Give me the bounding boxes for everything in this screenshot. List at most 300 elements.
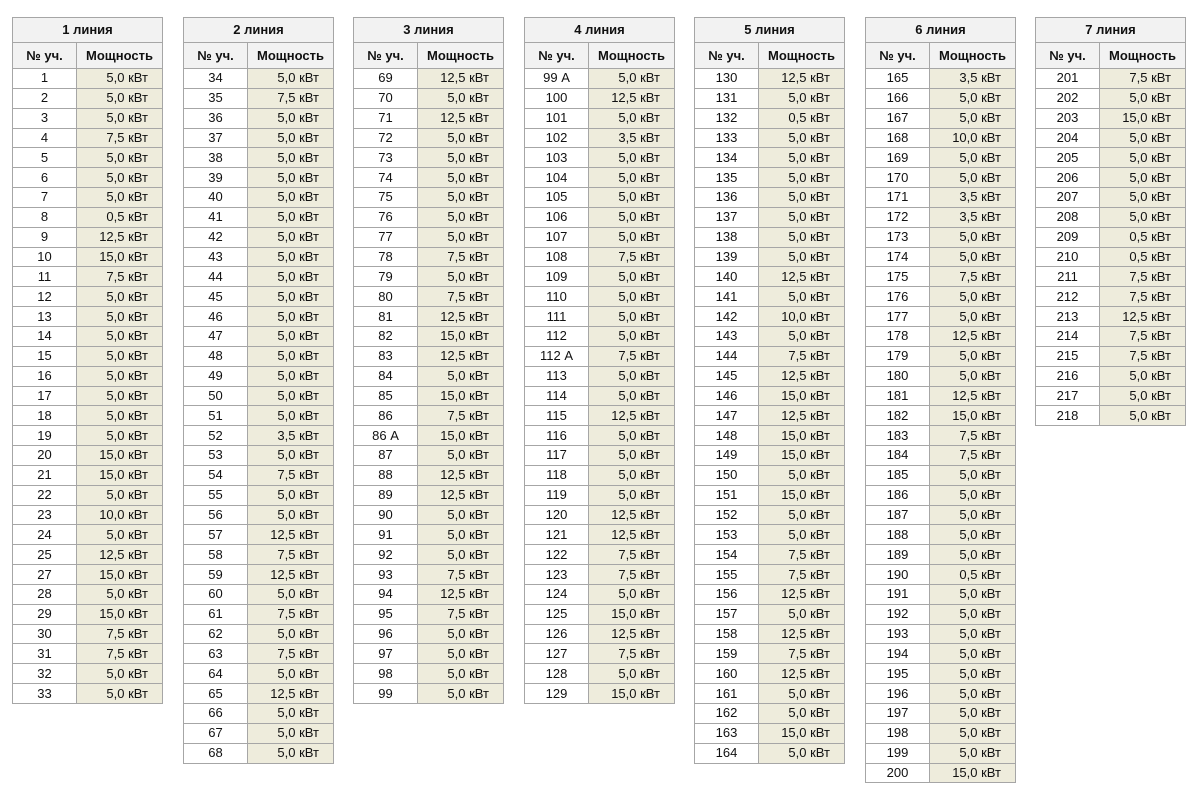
power-cell: 5,0 кВт xyxy=(77,525,163,545)
plot-number-cell: 147 xyxy=(695,406,759,426)
power-cell: 5,0 кВт xyxy=(418,88,504,108)
plot-number-cell: 206 xyxy=(1036,168,1100,188)
power-cell: 5,0 кВт xyxy=(930,287,1016,307)
table-row xyxy=(184,624,334,644)
table-row xyxy=(866,287,1016,307)
plot-number-cell: 132 xyxy=(695,108,759,128)
table-row xyxy=(184,485,334,505)
power-cell: 5,0 кВт xyxy=(248,386,334,406)
table-row xyxy=(184,128,334,148)
table-row xyxy=(866,465,1016,485)
power-cell: 5,0 кВт xyxy=(930,604,1016,624)
table-row xyxy=(525,88,675,108)
plot-number-cell: 138 xyxy=(695,227,759,247)
table-row xyxy=(13,386,163,406)
power-cell: 7,5 кВт xyxy=(248,604,334,624)
plot-number-cell: 47 xyxy=(184,326,248,346)
power-cell: 12,5 кВт xyxy=(759,406,845,426)
table-row xyxy=(13,465,163,485)
plot-number-cell: 142 xyxy=(695,307,759,327)
plot-number-cell: 52 xyxy=(184,426,248,446)
plot-number-cell: 129 xyxy=(525,684,589,704)
table-row xyxy=(695,188,845,208)
power-cell: 5,0 кВт xyxy=(418,525,504,545)
plot-number-cell: 118 xyxy=(525,465,589,485)
power-cell: 12,5 кВт xyxy=(759,267,845,287)
plot-number-cell: 111 xyxy=(525,307,589,327)
power-cell: 5,0 кВт xyxy=(759,287,845,307)
power-cell: 5,0 кВт xyxy=(930,584,1016,604)
plot-number-cell: 199 xyxy=(866,743,930,763)
power-cell: 15,0 кВт xyxy=(77,465,163,485)
power-cell: 5,0 кВт xyxy=(930,624,1016,644)
table-row xyxy=(1036,128,1186,148)
plot-number-cell: 42 xyxy=(184,227,248,247)
table-row xyxy=(695,743,845,763)
power-cell: 7,5 кВт xyxy=(248,465,334,485)
power-cell: 7,5 кВт xyxy=(589,545,675,565)
plot-number-cell: 86 xyxy=(354,406,418,426)
plot-number-cell: 49 xyxy=(184,366,248,386)
table-row xyxy=(695,406,845,426)
table-row xyxy=(184,326,334,346)
plot-number-cell: 171 xyxy=(866,188,930,208)
plot-number-cell: 193 xyxy=(866,624,930,644)
power-cell: 7,5 кВт xyxy=(77,644,163,664)
plot-number-cell: 214 xyxy=(1036,326,1100,346)
plot-number-cell: 149 xyxy=(695,446,759,466)
power-cell: 7,5 кВт xyxy=(77,624,163,644)
power-cell: 7,5 кВт xyxy=(1100,287,1186,307)
power-cell: 5,0 кВт xyxy=(418,644,504,664)
power-cell: 5,0 кВт xyxy=(930,644,1016,664)
plot-number-cell: 65 xyxy=(184,684,248,704)
power-cell: 5,0 кВт xyxy=(248,366,334,386)
plot-number-cell: 64 xyxy=(184,664,248,684)
plot-number-cell: 190 xyxy=(866,565,930,585)
power-cell: 5,0 кВт xyxy=(1100,207,1186,227)
power-cell: 5,0 кВт xyxy=(930,465,1016,485)
plot-number-cell: 207 xyxy=(1036,188,1100,208)
power-cell: 5,0 кВт xyxy=(930,743,1016,763)
table-row xyxy=(525,108,675,128)
plot-number-cell: 23 xyxy=(13,505,77,525)
power-cell: 5,0 кВт xyxy=(1100,168,1186,188)
plot-number-cell: 101 xyxy=(525,108,589,128)
line-table-3 xyxy=(353,17,504,704)
power-cell: 5,0 кВт xyxy=(418,168,504,188)
power-cell: 5,0 кВт xyxy=(589,664,675,684)
table-row xyxy=(695,644,845,664)
table-row xyxy=(695,366,845,386)
plot-number-cell: 17 xyxy=(13,386,77,406)
power-cell: 5,0 кВт xyxy=(77,406,163,426)
column-header-power: Мощность xyxy=(930,43,1016,69)
plot-number-cell: 210 xyxy=(1036,247,1100,267)
table-row xyxy=(1036,69,1186,89)
power-cell: 5,0 кВт xyxy=(930,664,1016,684)
table-row xyxy=(525,644,675,664)
power-cell: 5,0 кВт xyxy=(248,188,334,208)
plot-number-cell: 15 xyxy=(13,346,77,366)
plot-number-cell: 54 xyxy=(184,465,248,485)
table-row xyxy=(695,426,845,446)
table-row xyxy=(695,227,845,247)
plot-number-cell: 32 xyxy=(13,664,77,684)
power-cell: 5,0 кВт xyxy=(77,485,163,505)
plot-number-cell: 31 xyxy=(13,644,77,664)
table-row xyxy=(184,227,334,247)
table-row xyxy=(1036,287,1186,307)
power-cell: 5,0 кВт xyxy=(248,664,334,684)
plot-number-cell: 136 xyxy=(695,188,759,208)
power-cell: 7,5 кВт xyxy=(418,604,504,624)
table-row xyxy=(1036,247,1186,267)
plot-number-cell: 70 xyxy=(354,88,418,108)
plot-number-cell: 125 xyxy=(525,604,589,624)
plot-number-cell: 94 xyxy=(354,584,418,604)
power-cell: 12,5 кВт xyxy=(248,565,334,585)
power-cell: 5,0 кВт xyxy=(418,505,504,525)
table-row xyxy=(866,704,1016,724)
column-header-power: Мощность xyxy=(418,43,504,69)
plot-number-cell: 143 xyxy=(695,326,759,346)
power-cell: 12,5 кВт xyxy=(418,584,504,604)
table-row xyxy=(1036,227,1186,247)
power-cell: 5,0 кВт xyxy=(77,664,163,684)
table-row xyxy=(184,88,334,108)
power-cell: 5,0 кВт xyxy=(759,704,845,724)
table-row xyxy=(1036,326,1186,346)
power-cell: 5,0 кВт xyxy=(248,723,334,743)
table-row xyxy=(525,168,675,188)
power-cell: 12,5 кВт xyxy=(418,346,504,366)
power-cell: 12,5 кВт xyxy=(418,485,504,505)
table-row xyxy=(354,604,504,624)
plot-number-cell: 202 xyxy=(1036,88,1100,108)
table-row xyxy=(866,624,1016,644)
plot-number-cell: 134 xyxy=(695,148,759,168)
power-cell: 12,5 кВт xyxy=(759,664,845,684)
table-row xyxy=(184,644,334,664)
plot-number-cell: 169 xyxy=(866,148,930,168)
power-cell: 12,5 кВт xyxy=(759,69,845,89)
plot-number-cell: 174 xyxy=(866,247,930,267)
power-cell: 15,0 кВт xyxy=(418,426,504,446)
power-cell: 7,5 кВт xyxy=(1100,69,1186,89)
plot-number-cell: 67 xyxy=(184,723,248,743)
power-cell: 12,5 кВт xyxy=(759,584,845,604)
table-row xyxy=(695,346,845,366)
table-row xyxy=(13,267,163,287)
plot-number-cell: 198 xyxy=(866,723,930,743)
power-cell: 5,0 кВт xyxy=(248,346,334,366)
plot-number-cell: 21 xyxy=(13,465,77,485)
power-cell: 12,5 кВт xyxy=(248,525,334,545)
line-title: 3 линия xyxy=(354,18,504,43)
plot-number-cell: 110 xyxy=(525,287,589,307)
table-row xyxy=(13,366,163,386)
plot-number-cell: 99 xyxy=(354,684,418,704)
plot-number-cell: 78 xyxy=(354,247,418,267)
table-row xyxy=(13,485,163,505)
table-row xyxy=(1036,366,1186,386)
table-row xyxy=(695,723,845,743)
power-cell: 10,0 кВт xyxy=(930,128,1016,148)
plot-number-cell: 152 xyxy=(695,505,759,525)
line-table-6 xyxy=(865,17,1016,783)
table-row xyxy=(184,545,334,565)
table-row xyxy=(13,644,163,664)
table-row xyxy=(525,386,675,406)
table-row xyxy=(525,624,675,644)
power-cell: 5,0 кВт xyxy=(930,545,1016,565)
plot-number-cell: 108 xyxy=(525,247,589,267)
line-table-7 xyxy=(1035,17,1186,426)
plot-number-cell: 124 xyxy=(525,584,589,604)
power-cell: 7,5 кВт xyxy=(418,565,504,585)
table-row xyxy=(525,465,675,485)
table-row xyxy=(354,525,504,545)
line-title: 4 линия xyxy=(525,18,675,43)
power-cell: 5,0 кВт xyxy=(248,227,334,247)
column-header-power: Мощность xyxy=(77,43,163,69)
plot-number-cell: 56 xyxy=(184,505,248,525)
power-cell: 15,0 кВт xyxy=(77,604,163,624)
table-row xyxy=(13,227,163,247)
power-cell: 5,0 кВт xyxy=(759,148,845,168)
plot-number-cell: 8 xyxy=(13,207,77,227)
power-cell: 5,0 кВт xyxy=(759,188,845,208)
plot-number-cell: 27 xyxy=(13,565,77,585)
power-cell: 5,0 кВт xyxy=(589,485,675,505)
plot-number-cell: 88 xyxy=(354,465,418,485)
plot-number-cell: 146 xyxy=(695,386,759,406)
power-cell: 7,5 кВт xyxy=(248,644,334,664)
plot-number-cell: 89 xyxy=(354,485,418,505)
table-row xyxy=(525,426,675,446)
plot-number-cell: 4 xyxy=(13,128,77,148)
table-row xyxy=(525,505,675,525)
plot-number-cell: 191 xyxy=(866,584,930,604)
plot-number-cell: 90 xyxy=(354,505,418,525)
table-row xyxy=(866,326,1016,346)
power-cell: 5,0 кВт xyxy=(248,624,334,644)
plot-number-cell: 182 xyxy=(866,406,930,426)
power-cell: 15,0 кВт xyxy=(418,386,504,406)
table-row xyxy=(1036,108,1186,128)
power-cell: 7,5 кВт xyxy=(759,545,845,565)
table-row xyxy=(184,446,334,466)
power-cell: 12,5 кВт xyxy=(1100,307,1186,327)
table-row xyxy=(525,664,675,684)
power-cell: 5,0 кВт xyxy=(930,346,1016,366)
plot-number-cell: 30 xyxy=(13,624,77,644)
power-cell: 7,5 кВт xyxy=(930,446,1016,466)
power-cell: 5,0 кВт xyxy=(418,227,504,247)
power-cell: 5,0 кВт xyxy=(759,128,845,148)
plot-number-cell: 216 xyxy=(1036,366,1100,386)
plot-number-cell: 95 xyxy=(354,604,418,624)
power-cell: 5,0 кВт xyxy=(759,88,845,108)
power-cell: 5,0 кВт xyxy=(418,545,504,565)
table-row xyxy=(354,366,504,386)
table-row xyxy=(866,346,1016,366)
power-cell: 5,0 кВт xyxy=(77,386,163,406)
plot-number-cell: 62 xyxy=(184,624,248,644)
power-cell: 12,5 кВт xyxy=(248,684,334,704)
power-cell: 5,0 кВт xyxy=(759,743,845,763)
plot-number-cell: 58 xyxy=(184,545,248,565)
plot-number-cell: 164 xyxy=(695,743,759,763)
table-row xyxy=(13,326,163,346)
plot-number-cell: 153 xyxy=(695,525,759,545)
table-row xyxy=(13,446,163,466)
line-table-2 xyxy=(183,17,334,764)
plot-number-cell: 195 xyxy=(866,664,930,684)
table-row xyxy=(866,426,1016,446)
plot-number-cell: 179 xyxy=(866,346,930,366)
power-cell: 7,5 кВт xyxy=(759,346,845,366)
table-row xyxy=(866,644,1016,664)
column-header-number: № уч. xyxy=(866,43,930,69)
table-row xyxy=(525,406,675,426)
table-row xyxy=(866,69,1016,89)
table-row xyxy=(866,743,1016,763)
table-row xyxy=(695,624,845,644)
table-row xyxy=(866,584,1016,604)
table-row xyxy=(184,287,334,307)
plot-number-cell: 40 xyxy=(184,188,248,208)
power-cell: 7,5 кВт xyxy=(418,247,504,267)
plot-number-cell: 99 А xyxy=(525,69,589,89)
plot-number-cell: 106 xyxy=(525,207,589,227)
table-row xyxy=(866,664,1016,684)
plot-number-cell: 116 xyxy=(525,426,589,446)
power-cell: 5,0 кВт xyxy=(248,168,334,188)
plot-number-cell: 200 xyxy=(866,763,930,783)
table-row xyxy=(866,128,1016,148)
power-cell: 5,0 кВт xyxy=(77,307,163,327)
plot-number-cell: 92 xyxy=(354,545,418,565)
table-row xyxy=(13,664,163,684)
plot-number-cell: 113 xyxy=(525,366,589,386)
table-row xyxy=(695,446,845,466)
plot-number-cell: 141 xyxy=(695,287,759,307)
plot-number-cell: 186 xyxy=(866,485,930,505)
plot-number-cell: 201 xyxy=(1036,69,1100,89)
table-row xyxy=(866,565,1016,585)
plot-number-cell: 16 xyxy=(13,366,77,386)
power-cell: 0,5 кВт xyxy=(1100,227,1186,247)
plot-number-cell: 9 xyxy=(13,227,77,247)
table-row xyxy=(13,307,163,327)
power-cell: 5,0 кВт xyxy=(589,366,675,386)
power-cell: 5,0 кВт xyxy=(589,207,675,227)
plot-number-cell: 189 xyxy=(866,545,930,565)
plot-number-cell: 123 xyxy=(525,565,589,585)
plot-number-cell: 18 xyxy=(13,406,77,426)
plot-number-cell: 36 xyxy=(184,108,248,128)
power-cell: 5,0 кВт xyxy=(248,148,334,168)
plot-number-cell: 82 xyxy=(354,326,418,346)
plot-number-cell: 2 xyxy=(13,88,77,108)
plot-number-cell: 181 xyxy=(866,386,930,406)
power-cell: 5,0 кВт xyxy=(248,69,334,89)
plot-number-cell: 120 xyxy=(525,505,589,525)
power-cell: 5,0 кВт xyxy=(248,704,334,724)
power-cell: 5,0 кВт xyxy=(930,148,1016,168)
power-cell: 5,0 кВт xyxy=(759,684,845,704)
table-row xyxy=(525,267,675,287)
plot-number-cell: 71 xyxy=(354,108,418,128)
table-row xyxy=(1036,406,1186,426)
plot-number-cell: 55 xyxy=(184,485,248,505)
plot-number-cell: 148 xyxy=(695,426,759,446)
plot-number-cell: 28 xyxy=(13,584,77,604)
power-cell: 12,5 кВт xyxy=(759,624,845,644)
plot-number-cell: 59 xyxy=(184,565,248,585)
table-row xyxy=(1036,307,1186,327)
table-row xyxy=(866,247,1016,267)
power-cell: 5,0 кВт xyxy=(930,227,1016,247)
plot-number-cell: 76 xyxy=(354,207,418,227)
plot-number-cell: 29 xyxy=(13,604,77,624)
plot-number-cell: 140 xyxy=(695,267,759,287)
plot-number-cell: 60 xyxy=(184,584,248,604)
column-header-power: Мощность xyxy=(589,43,675,69)
power-cell: 5,0 кВт xyxy=(418,148,504,168)
power-cell: 5,0 кВт xyxy=(930,168,1016,188)
plot-number-cell: 112 xyxy=(525,326,589,346)
column-header-number: № уч. xyxy=(1036,43,1100,69)
plot-number-cell: 109 xyxy=(525,267,589,287)
plot-number-cell: 150 xyxy=(695,465,759,485)
table-row xyxy=(184,148,334,168)
line-table-5 xyxy=(694,17,845,764)
power-cell: 5,0 кВт xyxy=(77,346,163,366)
power-cell: 7,5 кВт xyxy=(77,128,163,148)
table-row xyxy=(866,763,1016,783)
power-cell: 3,5 кВт xyxy=(930,188,1016,208)
table-row xyxy=(184,743,334,763)
plot-number-cell: 121 xyxy=(525,525,589,545)
power-cell: 5,0 кВт xyxy=(77,88,163,108)
plot-number-cell: 172 xyxy=(866,207,930,227)
table-row xyxy=(695,287,845,307)
table-row xyxy=(866,545,1016,565)
plot-number-cell: 96 xyxy=(354,624,418,644)
power-cell: 12,5 кВт xyxy=(589,525,675,545)
plot-number-cell: 204 xyxy=(1036,128,1100,148)
power-cell: 12,5 кВт xyxy=(589,505,675,525)
plot-number-cell: 74 xyxy=(354,168,418,188)
power-cell: 7,5 кВт xyxy=(1100,267,1186,287)
power-cell: 5,0 кВт xyxy=(77,366,163,386)
power-cell: 5,0 кВт xyxy=(77,287,163,307)
plot-number-cell: 203 xyxy=(1036,108,1100,128)
plot-number-cell: 44 xyxy=(184,267,248,287)
plot-number-cell: 180 xyxy=(866,366,930,386)
plot-number-cell: 75 xyxy=(354,188,418,208)
power-cell: 15,0 кВт xyxy=(418,326,504,346)
power-cell: 15,0 кВт xyxy=(589,684,675,704)
power-cell: 5,0 кВт xyxy=(930,704,1016,724)
plot-number-cell: 37 xyxy=(184,128,248,148)
power-cell: 5,0 кВт xyxy=(248,406,334,426)
table-row xyxy=(525,227,675,247)
table-row xyxy=(525,604,675,624)
